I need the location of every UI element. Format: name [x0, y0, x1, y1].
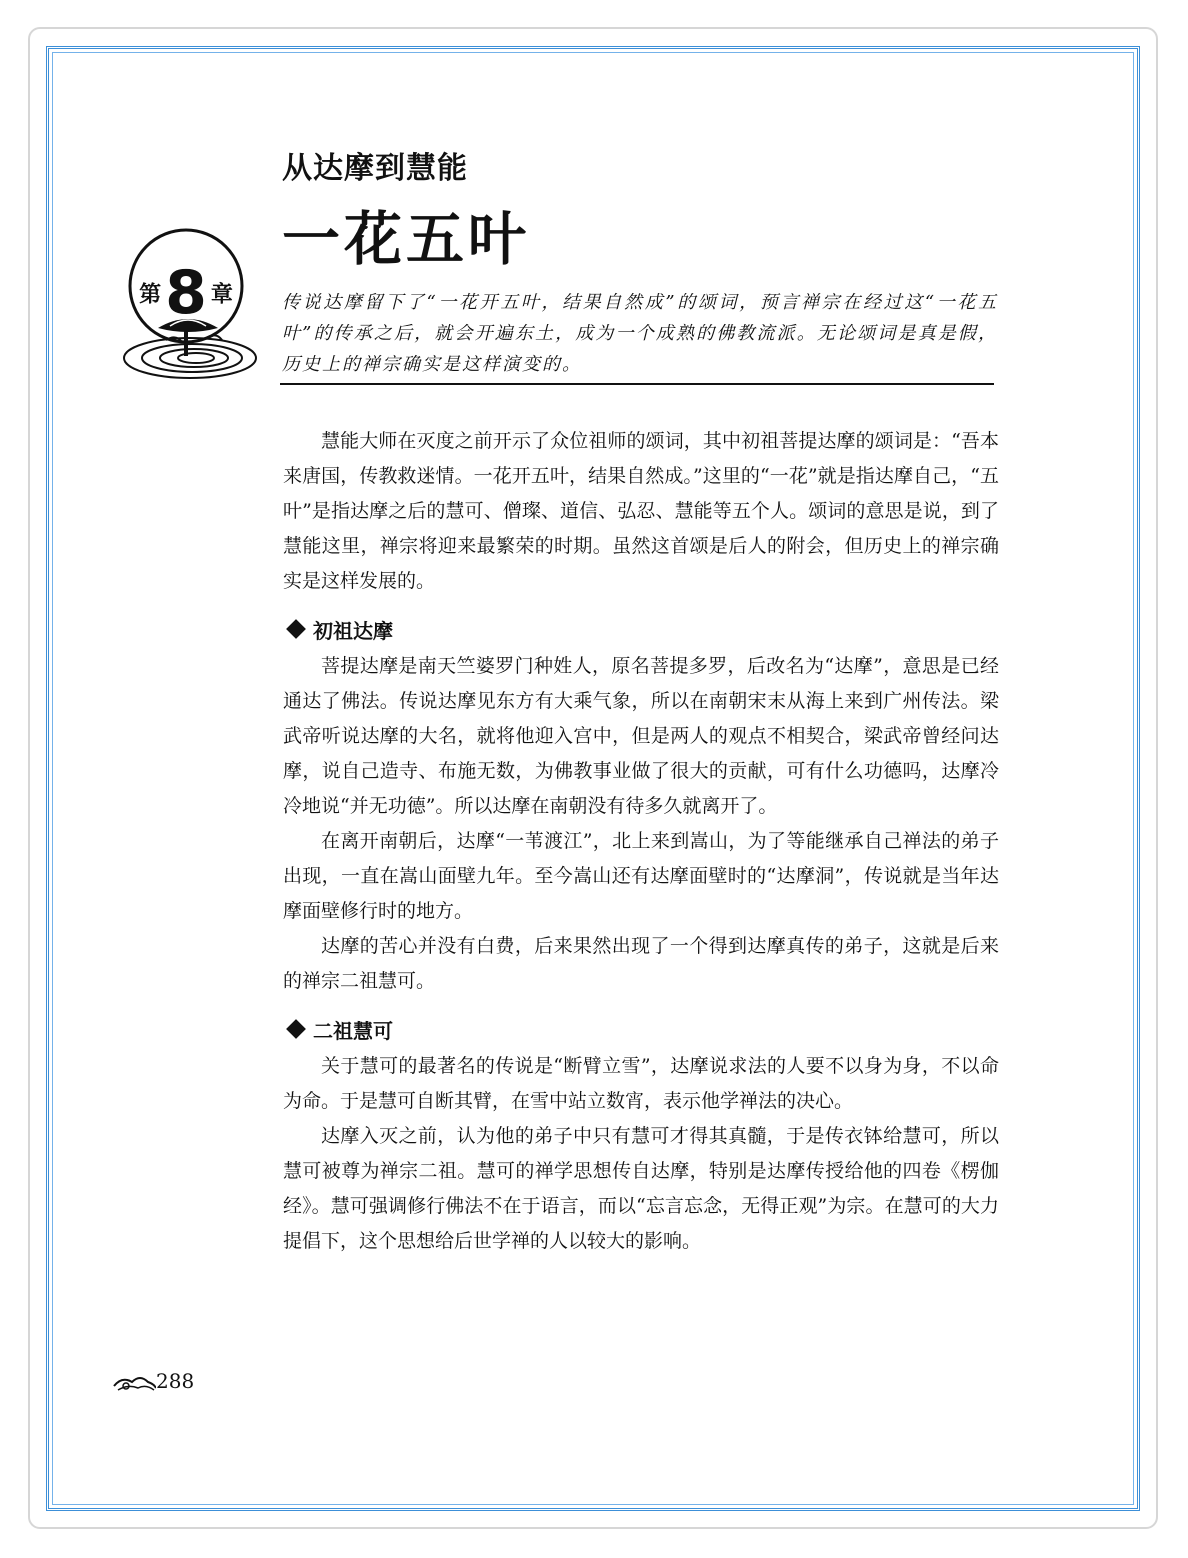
section-heading-text: 初祖达摩 [313, 619, 393, 643]
section-heading [283, 613, 999, 649]
paragraph: 慧能大师在灭度之前开示了众位祖师的颂词，其中初祖菩提达摩的颂词是：“吾本来唐国，传教救迷情。一花开五叶，结果自然成。”这里的“一花”就是指达摩自己，“五叶”是指达摩之后的慧可、僧璨、道信、弘忍、慧能等五个人。颂词的意思是说，到了慧能这里，禅宗将迎来最繁荣的时期。虽然这首颂是后人的附会，但历史上的禅宗确实是这样发展的。 [283, 430, 999, 592]
diamond-bullet-icon [286, 1019, 306, 1039]
paragraph: 达摩入灭之前，认为他的弟子中只有慧可才得其真髓，于是传衣钵给慧可，所以慧可被尊为禅宗二祖。慧可的禅学思想传自达摩，特别是达摩传授给他的四卷《楞伽经》。慧可强调修行佛法不在于语言，而以“忘言忘念，无得正观”为宗。在慧可的大力提倡下，这个思想给后世学禅的人以较大的影响。 [283, 1125, 999, 1252]
section-heading [283, 1013, 999, 1049]
body-text [283, 424, 999, 1259]
chapter-number [118, 258, 254, 328]
paragraph: 关于慧可的最著名的传说是“断臂立雪”，达摩说求法的人要不以身为身，不以命为命。于是慧可自断其臂，在雪中站立数宵，表示他学禅法的决心。 [283, 1055, 999, 1112]
paragraph: 菩提达摩是南天竺婆罗门种姓人，原名菩提多罗，后改名为“达摩”，意思是已经通达了佛法。传说达摩见东方有大乘气象，所以在南朝宋末从海上来到广州传法。梁武帝听说达摩的大名，就将他迎入宫中，但是两人的观点不相契合，梁武帝曾经问达摩，说自己造寺、布施无数，为佛教事业做了很大的贡献，可有什么功德吗，达摩冷冷地说“并无功德”。所以达摩在南朝没有待多久就离开了。 [283, 655, 999, 817]
cloud-ornament-icon [112, 1372, 156, 1394]
chapter-subtitle: 从达摩到慧能 [282, 151, 468, 186]
page-number-text: 288 [156, 1369, 195, 1393]
chapter-digit: 8 [165, 258, 207, 328]
paragraph: 在离开南朝后，达摩“一苇渡江”，北上来到嵩山，为了等能继承自己禅法的弟子出现，一直在嵩山面壁九年。至今嵩山还有达摩面壁时的“达摩洞”，传说就是当年达摩面壁修行时的地方。 [283, 830, 999, 922]
diamond-bullet-icon [286, 619, 306, 639]
divider [280, 383, 994, 385]
chapter-title: 一花五叶 [282, 205, 531, 273]
chapter-badge [118, 228, 278, 388]
paragraph: 达摩的苦心并没有白费，后来果然出现了一个得到达摩真传的弟子，这就是后来的禅宗二祖慧可。 [283, 935, 999, 992]
page-number [112, 1369, 194, 1394]
chapter-prefix: 第 [139, 282, 162, 308]
chapter-intro: 传说达摩留下了“一花开五叶，结果自然成”的颂词，预言禅宗在经过这“一花五叶”的传承之后，就会开遍东土，成为一个成熟的佛教流派。无论颂词是真是假，历史上的禅宗确实是这样演变的。 [282, 292, 998, 375]
chapter-suffix: 章 [210, 282, 233, 308]
section-heading-text: 二祖慧可 [313, 1019, 393, 1043]
